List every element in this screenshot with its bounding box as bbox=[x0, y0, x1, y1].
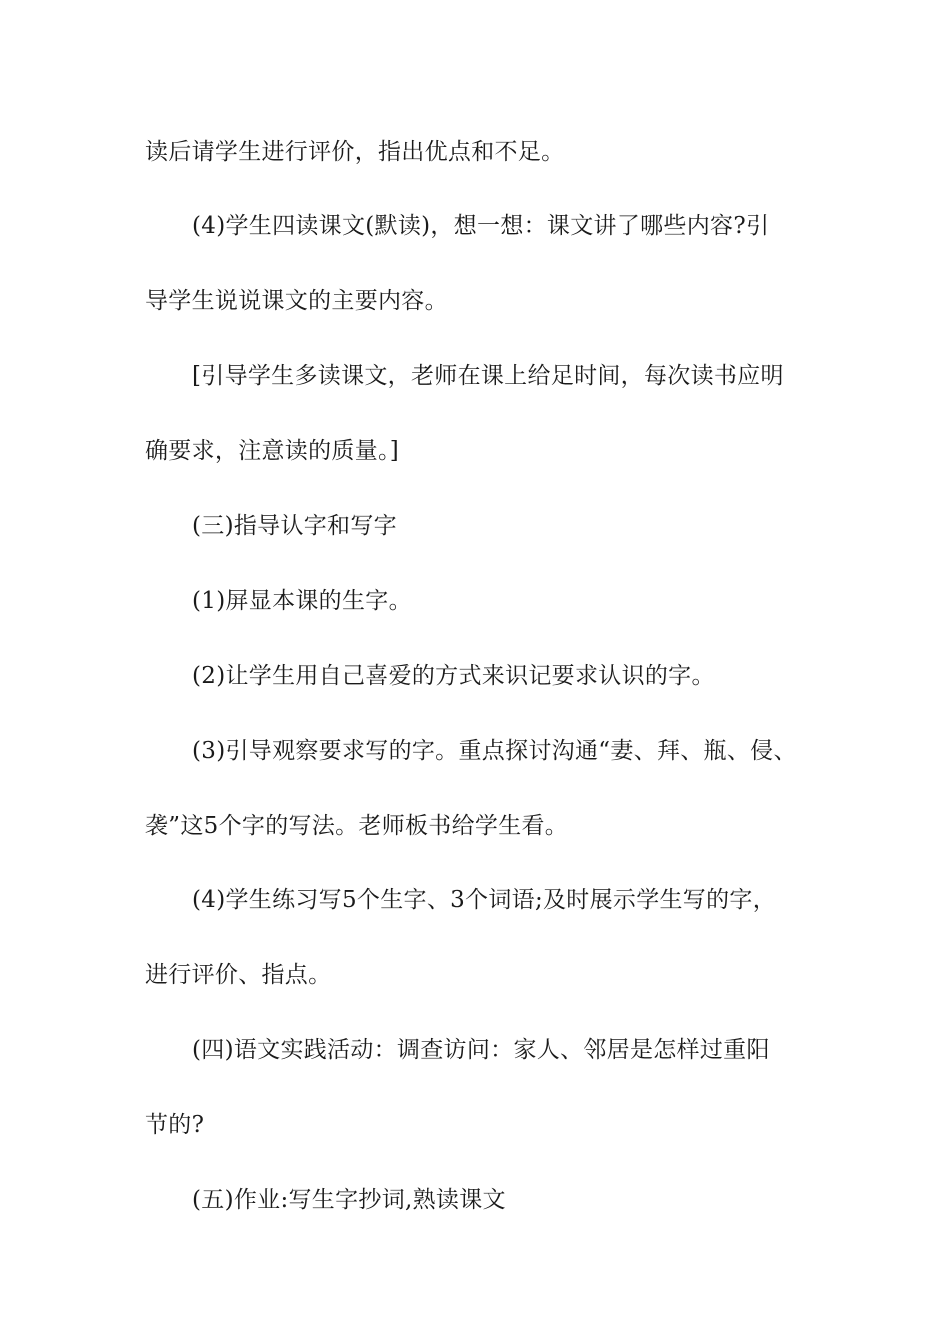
text-line: (4)学生四读课文(默读)，想一想：课文讲了哪些内容?引 bbox=[192, 213, 770, 239]
text-line: 导学生说说课文的主要内容。 bbox=[145, 288, 448, 314]
text-line: (2)让学生用自己喜爱的方式来识记要求认识的字。 bbox=[192, 663, 715, 689]
text-line: 节的? bbox=[145, 1112, 205, 1138]
text-line: [引导学生多读课文，老师在课上给足时间，每次读书应明 bbox=[192, 363, 784, 389]
text-line: 袭”这5个字的写法。老师板书给学生看。 bbox=[145, 813, 569, 839]
section-heading: (四)语文实践活动：调查访问：家人、邻居是怎样过重阳 bbox=[192, 1037, 770, 1063]
text-line: 读后请学生进行评价，指出优点和不足。 bbox=[145, 139, 565, 165]
section-heading: (三)指导认字和写字 bbox=[192, 513, 397, 539]
text-line: (4)学生练习写5个生字、3个词语;及时展示学生写的字， bbox=[192, 887, 776, 913]
text-line: (3)引导观察要求写的字。重点探讨沟通“妻、拜、瓶、侵、 bbox=[192, 738, 797, 764]
text-line: (1)屏显本课的生字。 bbox=[192, 588, 412, 614]
text-line: 进行评价、指点。 bbox=[145, 962, 332, 988]
text-line: 确要求，注意读的质量。] bbox=[145, 438, 400, 464]
section-heading: (五)作业:写生字抄词,熟读课文 bbox=[192, 1187, 506, 1213]
